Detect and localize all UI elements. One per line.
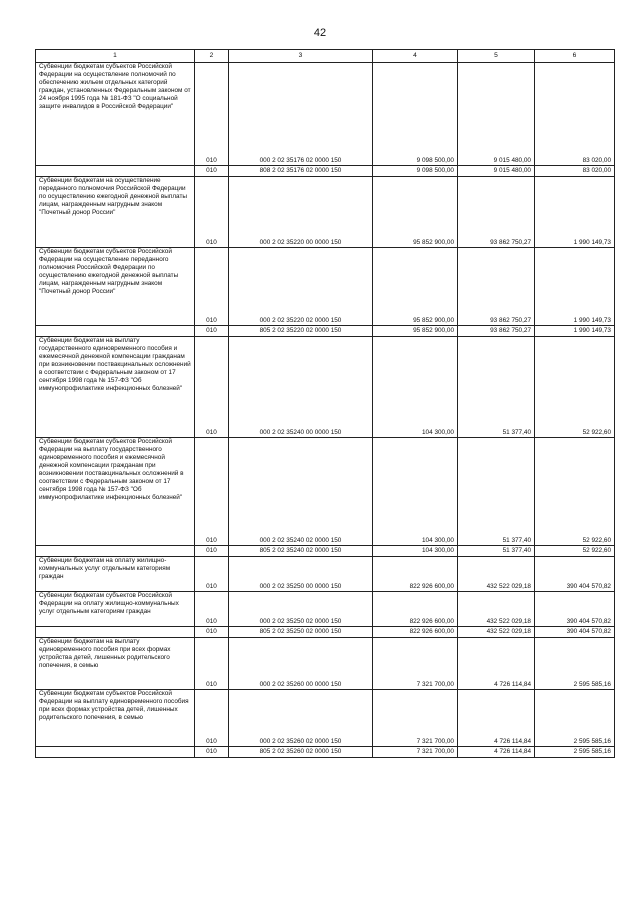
row-kbk: 000 2 02 35240 00 0000 150: [229, 337, 373, 438]
row-value-5: 93 862 750,27: [458, 177, 535, 248]
table-row: [36, 63, 615, 166]
header-col-1: 1: [36, 50, 195, 63]
row-name: [36, 627, 195, 638]
row-value-5: 4 726 114,84: [458, 638, 535, 690]
table-row: [36, 557, 615, 592]
row-code: 010: [195, 627, 229, 638]
row-value-6: 390 404 570,82: [535, 627, 615, 638]
row-value-5: 51 377,40: [458, 337, 535, 438]
row-code: 010: [195, 438, 229, 546]
table-row: [36, 546, 615, 557]
row-value-6: 52 922,60: [535, 337, 615, 438]
header-col-5: 5: [458, 50, 535, 63]
row-kbk: 805 2 02 35260 02 0000 150: [229, 747, 373, 758]
row-kbk: 000 2 02 35240 02 0000 150: [229, 438, 373, 546]
row-value-5: 4 726 114,84: [458, 747, 535, 758]
row-name: [36, 326, 195, 337]
row-code: 010: [195, 166, 229, 177]
row-code: 010: [195, 337, 229, 438]
table-row: [36, 337, 615, 438]
table-row: [36, 177, 615, 248]
row-value-6: 1 990 149,73: [535, 326, 615, 337]
row-code: 010: [195, 690, 229, 747]
row-value-6: 1 990 149,73: [535, 177, 615, 248]
row-code: 010: [195, 557, 229, 592]
header-col-2: 2: [195, 50, 229, 63]
row-kbk: 805 2 02 35250 02 0000 150: [229, 627, 373, 638]
row-kbk: 000 2 02 35260 00 0000 150: [229, 638, 373, 690]
row-name: [36, 166, 195, 177]
row-name: Субвенции бюджетам на выплату единовременного пособия при всех формах устройства детей, лишенных родительского попечения, в семью: [36, 638, 195, 690]
row-value-5: 9 015 480,00: [458, 63, 535, 166]
table-row: [36, 438, 615, 546]
row-code: 010: [195, 747, 229, 758]
row-value-4: 104 300,00: [373, 438, 458, 546]
row-name: Субвенции бюджетам субъектов Российской Федерации на осуществление переданного полномочия Российской Федерации по осуществлению ежегодной денежной выплаты лицам, награжденным нагрудным знаком "Почетный донор России": [36, 248, 195, 326]
header-col-6: 6: [535, 50, 615, 63]
row-name: Субвенции бюджетам субъектов Российской Федерации на оплату жилищно-коммунальных услуг отдельным категориям граждан: [36, 592, 195, 627]
row-value-4: 95 852 900,00: [373, 326, 458, 337]
table-row: [36, 248, 615, 326]
row-kbk: 000 2 02 35220 00 0000 150: [229, 177, 373, 248]
row-value-4: 104 300,00: [373, 546, 458, 557]
row-value-6: 390 404 570,82: [535, 557, 615, 592]
row-code: 010: [195, 638, 229, 690]
row-kbk: 805 2 02 35220 02 0000 150: [229, 326, 373, 337]
row-value-5: 4 726 114,84: [458, 690, 535, 747]
table-header-row: [36, 50, 615, 63]
table-row: [36, 592, 615, 627]
row-value-5: 93 862 750,27: [458, 248, 535, 326]
row-code: 010: [195, 326, 229, 337]
row-value-6: 2 595 585,16: [535, 638, 615, 690]
row-name: Субвенции бюджетам на выплату государственного единовременного пособия и ежемесячной денежной компенсации гражданам при возникновении поствакцинальных осложнений в соответствии с Федеральным законом от 17 сентября 1998 года № 157-ФЗ "Об иммунопрофилактике инфекционных болезней": [36, 337, 195, 438]
row-code: 010: [195, 248, 229, 326]
row-value-4: 822 926 600,00: [373, 592, 458, 627]
row-value-4: 822 926 600,00: [373, 627, 458, 638]
row-value-5: 93 862 750,27: [458, 326, 535, 337]
row-value-4: 822 926 600,00: [373, 557, 458, 592]
row-name: Субвенции бюджетам субъектов Российской Федерации на выплату единовременного пособия при всех формах устройства детей, лишенных родительского попечения, в семью: [36, 690, 195, 747]
row-value-5: 51 377,40: [458, 438, 535, 546]
row-value-6: 2 595 585,16: [535, 690, 615, 747]
row-value-4: 7 321 700,00: [373, 690, 458, 747]
row-value-5: 9 015 480,00: [458, 166, 535, 177]
row-value-4: 95 852 900,00: [373, 177, 458, 248]
row-kbk: 805 2 02 35240 02 0000 150: [229, 546, 373, 557]
row-value-4: 104 300,00: [373, 337, 458, 438]
row-value-5: 51 377,40: [458, 546, 535, 557]
row-kbk: 000 2 02 35220 02 0000 150: [229, 248, 373, 326]
table-row: [36, 627, 615, 638]
table-row: [36, 747, 615, 758]
row-kbk: 808 2 02 35176 02 0000 150: [229, 166, 373, 177]
row-value-5: 432 522 029,18: [458, 592, 535, 627]
header-col-3: 3: [229, 50, 373, 63]
row-value-4: 95 852 900,00: [373, 248, 458, 326]
row-value-4: 7 321 700,00: [373, 638, 458, 690]
row-code: 010: [195, 546, 229, 557]
table-row: [36, 326, 615, 337]
header-col-4: 4: [373, 50, 458, 63]
row-name: Субвенции бюджетам субъектов Российской Федерации на осуществление полномочий по обеспечению жильем отдельных категорий граждан, установленных Федеральным законом от 24 ноября 1995 года № 181-ФЗ "О социальной защите инвалидов в Российской Федерации": [36, 63, 195, 166]
table-row: [36, 638, 615, 690]
row-value-4: 7 321 700,00: [373, 747, 458, 758]
table-row: [36, 166, 615, 177]
row-value-4: 9 098 500,00: [373, 166, 458, 177]
row-kbk: 000 2 02 35176 02 0000 150: [229, 63, 373, 166]
row-kbk: 000 2 02 35250 02 0000 150: [229, 592, 373, 627]
row-code: 010: [195, 177, 229, 248]
page-number: 42: [313, 27, 327, 39]
row-name: [36, 546, 195, 557]
row-value-6: 83 020,00: [535, 63, 615, 166]
row-value-5: 432 522 029,18: [458, 627, 535, 638]
row-name: Субвенции бюджетам субъектов Российской Федерации на выплату государственного единовременного пособия и ежемесячной денежной компенсации гражданам при возникновении поствакцинальных осложнений в соответствии с Федеральным законом от 17 сентября 1998 года № 157-ФЗ "Об иммунопрофилактике инфекционных болезней": [36, 438, 195, 546]
row-kbk: 000 2 02 35260 02 0000 150: [229, 690, 373, 747]
row-value-6: 52 922,60: [535, 438, 615, 546]
table-row: [36, 690, 615, 747]
row-value-6: 52 922,60: [535, 546, 615, 557]
row-value-6: 83 020,00: [535, 166, 615, 177]
row-value-6: 390 404 570,82: [535, 592, 615, 627]
row-value-6: 1 990 149,73: [535, 248, 615, 326]
budget-table: [35, 49, 615, 758]
row-name: Субвенции бюджетам на оплату жилищно-коммунальных услуг отдельным категориям граждан: [36, 557, 195, 592]
row-value-4: 9 098 500,00: [373, 63, 458, 166]
row-code: 010: [195, 592, 229, 627]
row-code: 010: [195, 63, 229, 166]
row-name: Субвенции бюджетам на осуществление переданного полномочия Российской Федерации по осуществлению ежегодной денежной выплаты лицам, награжденным нагрудным знаком "Почетный донор России": [36, 177, 195, 248]
row-value-5: 432 522 029,18: [458, 557, 535, 592]
row-name: [36, 747, 195, 758]
row-value-6: 2 595 585,16: [535, 747, 615, 758]
row-kbk: 000 2 02 35250 00 0000 150: [229, 557, 373, 592]
